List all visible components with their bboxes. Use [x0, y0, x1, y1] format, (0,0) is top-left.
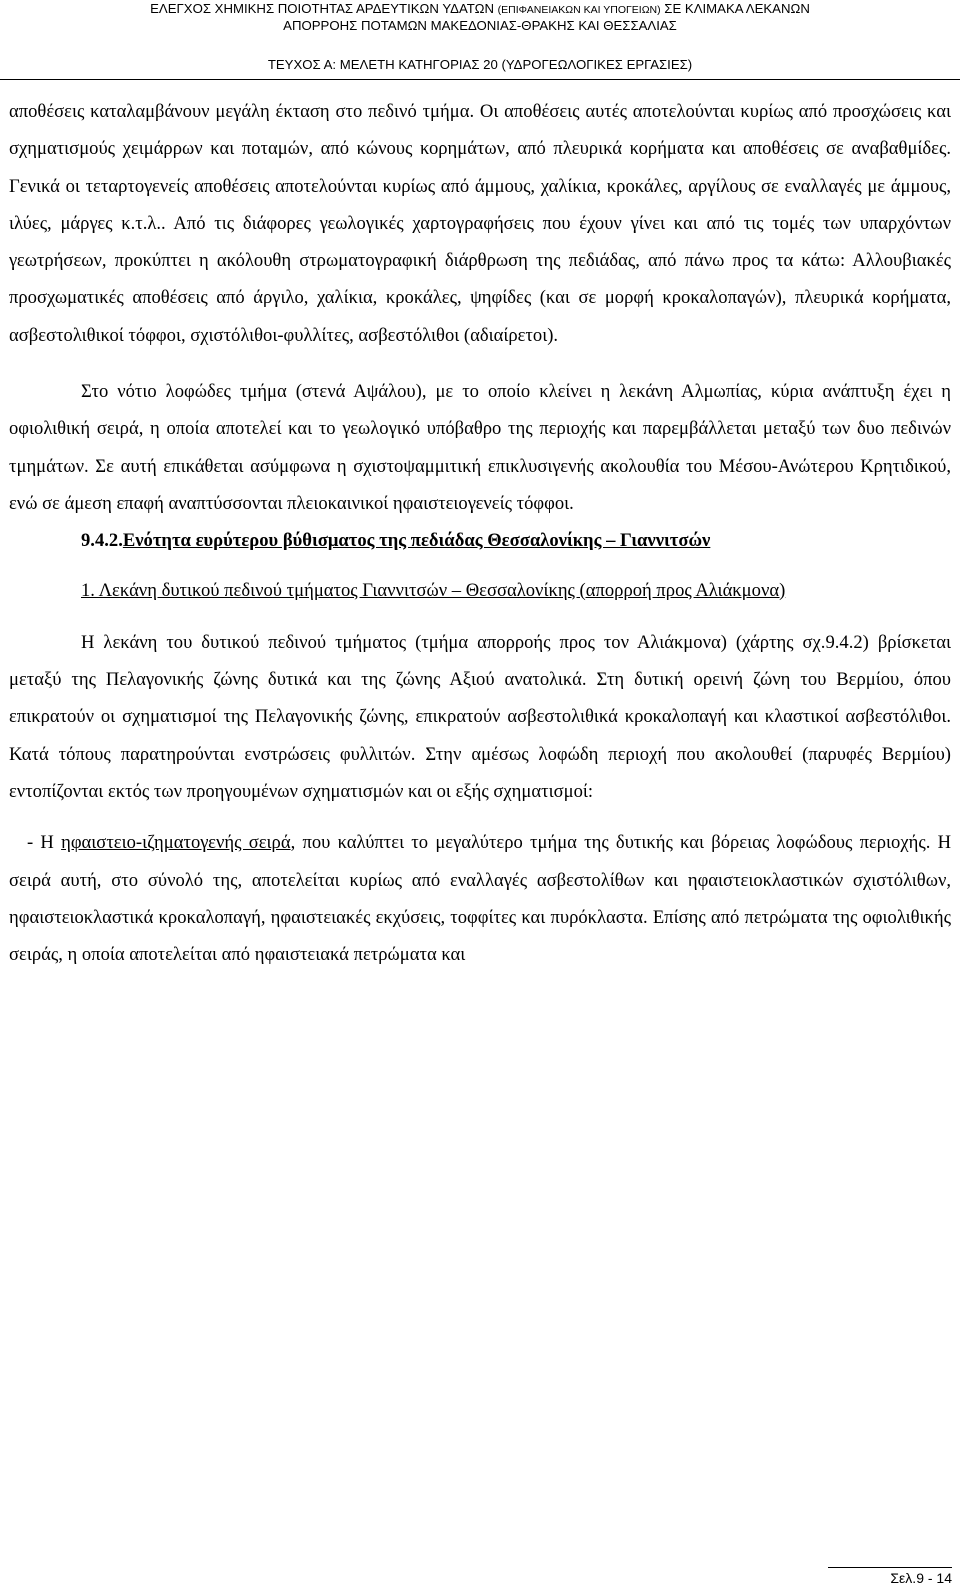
page-header [0, 0, 960, 80]
document-body [9, 93, 951, 974]
paragraph-3: Η λεκάνη του δυτικού πεδινού τμήματος (τμήμα απορροής προς τον Αλιάκμονα) (χάρτης σχ.9.4.2) βρίσκεται μεταξύ της Πελαγονικής ζώνης δυτικά και της ζώνης Αξιού ανατολικά. Στη δυτική ορεινή ζώνη του Βερμίου, όπου επικρατούν οι σχηματισμοί της Πελαγονικής ζώνης, επικρατούν ασβεστολιθικά κροκαλοπαγή και κλαστικοί ασβεστόλιθοι. Κατά τόπους παρατηρούνται ενστρώσεις φυλλιτών. Στην αμέσως λοφώδη περιοχή που ακολουθεί (παρυφές Βερμίου) εντοπίζονται εκτός των προηγουμένων σχηματισμών και οι εξής σχηματισμοί: [9, 631, 951, 803]
subsection-title: 1. Λεκάνη δυτικού πεδινού τμήματος Γιαννιτσών – Θεσσαλονίκης (απορροή προς Αλιάκμονα) [81, 579, 786, 601]
section-number: 9.4.2. [81, 530, 123, 552]
section-title: Ενότητα ευρύτερου βύθισματος της πεδιάδας Θεσσαλονίκης – Γιαννιτσών [122, 530, 711, 552]
header-divider [0, 79, 960, 80]
header-line-2: ΑΠΟΡΡΟΗΣ ΠΟΤΑΜΩΝ ΜΑΚΕΔΟΝΙΑΣ-ΘΡΑΚΗΣ ΚΑΙ ΘΕΣΣΑΛΙΑΣ [283, 18, 677, 33]
list-item-prefix: - Η [27, 832, 62, 854]
header-line-1-tail: ΣΕ ΚΛΙΜΑΚΑ ΛΕΚΑΝΩΝ [660, 1, 810, 16]
header-line-1-main: ΕΛΕΓΧΟΣ ΧΗΜΙΚΗΣ ΠΟΙΟΤΗΤΑΣ ΑΡΔΕΥΤΙΚΩΝ ΥΔΑΤΩΝ [150, 1, 498, 16]
footer-divider [828, 1567, 952, 1568]
paragraph-2: Στο νότιο λοφώδες τμήμα (στενά Αψάλου), με το οποίο κλείνει η λεκάνη Αλμωπίας, κύρια ανάπτυξη έχει η οφιολιθική σειρά, η οποία αποτελεί και το γεωλογικό υπόβαθρο της περιοχής και παρεμβάλλεται μεταξύ των δυο πεδινών τμημάτων. Σε αυτή επικάθεται ασύμφωνα η σχιστοψαμμιτική επικλυσιγενής ακολουθία του Μέσου-Ανώτερου Κρητιδικού, ενώ σε άμεση επαφή αναπτύσσονται πλειοκαινικοί ηφαιστειογενείς τόφφοι. [9, 381, 951, 514]
paragraph-1: αποθέσεις καταλαμβάνουν μεγάλη έκταση στο πεδινό τμήμα. Οι αποθέσεις αυτές αποτελούνται κυρίως από προσχώσεις και σχηματισμούς χειμάρρων και ποταμών, από κώνους κορημάτων, από πλευρικά κορήματα και αποθέσεις σε αναβαθμίδες. Γενικά οι τεταρτογενείς αποθέσεις αποτελούνται κυρίως από άμμους, χαλίκια, κροκάλες, αργίλους σε εναλλαγές με άμμους, ιλύες, μάργες κ.τ.λ.. Από τις διάφορες γεωλογικές χαρτογραφήσεις που έχουν γίνει και από τις τομές των υπαρχόντων γεωτρήσεων, προκύπτει η ακόλουθη στρωματογραφική διάρθρωση της πεδιάδας, από πάνω προς τα κάτω: Αλλουβιακές προσχωματικές αποθέσεις από άργιλο, χαλίκια, κροκάλες, ψηφίδες (και σε μορφή κροκαλοπαγών), πλευρικά κορήματα, ασβεστολιθικοί τόφφοι, σχιστόλιθοι-φυλλίτες, ασβεστόλιθοι (αδιαίρετοι). [9, 101, 951, 346]
subsection-heading [9, 572, 951, 609]
header-line-1-small: (ΕΠΙΦΑΝΕΙΑΚΩΝ ΚΑΙ ΥΠΟΓΕΙΩΝ) [497, 4, 661, 16]
section-heading [9, 522, 951, 559]
page-number: Σελ.9 - 14 [890, 1570, 952, 1586]
list-item-text: , που καλύπτει το μεγαλύτερο τμήμα της δυτικής και βόρειας λοφώδους περιοχής. Η σειρά αυτή, στο σύνολό της, αποτελείται κυρίως από εναλλαγές ασβεστολίθων και ηφαιστειοκλαστικών σχιστόλιθων, ηφαιστειοκλαστικά κροκαλοπαγή, ηφαιστειακές εκχύσεις, τοφφίτες και πυρόκλαστα. Επίσης από πετρώματα της οφιολιθικής σειράς, η οποία αποτελείται από ηφαιστειακά πετρώματα και [9, 832, 951, 966]
list-item-term: ηφαιστειο-ιζηματογενής σειρά [61, 832, 291, 854]
header-line-3: ΤΕΥΧΟΣ Α: ΜΕΛΕΤΗ ΚΑΤΗΓΟΡΙΑΣ 20 (ΥΔΡΟΓΕΩΛΟΓΙΚΕΣ ΕΡΓΑΣΙΕΣ) [267, 57, 693, 72]
list-item [9, 824, 951, 973]
